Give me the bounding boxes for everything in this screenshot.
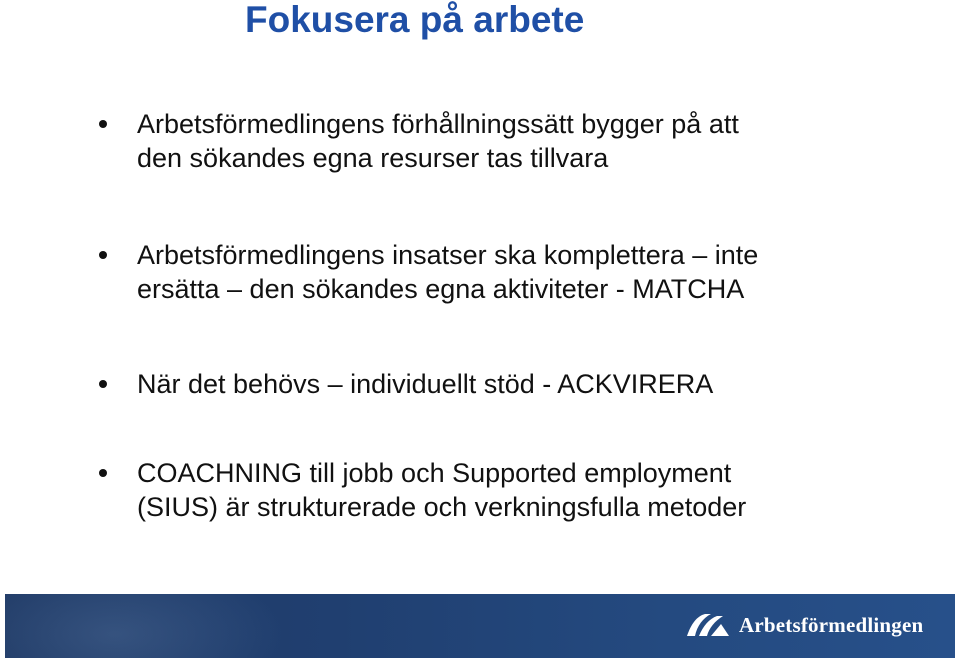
bullet-text: COACHNING till jobb och Supported employment (SIUS) är strukturerade och verkningsfulla metoder <box>137 458 747 522</box>
bullet-text: När det behövs – individuellt stöd - ACKVIRERA <box>137 369 714 399</box>
bullet-dot-icon <box>99 120 107 128</box>
bullet-text: Arbetsförmedlingens insatser ska komplettera – inte ersätta – den sökandes egna aktiviteter - MATCHA <box>137 240 759 304</box>
bullet-text: Arbetsförmedlingens förhållningssätt bygger på att den sökandes egna resurser tas tillvara <box>137 109 739 173</box>
bullet-dot-icon <box>99 251 107 259</box>
bullet-dot-icon <box>99 469 107 477</box>
arbetsformedlingen-logo-icon <box>685 612 731 638</box>
footer-band <box>5 594 955 658</box>
slide-title: Fokusera på arbete <box>245 0 585 40</box>
logo-wordmark: Arbetsförmedlingen <box>739 613 924 637</box>
bullet-dot-icon <box>99 380 107 388</box>
